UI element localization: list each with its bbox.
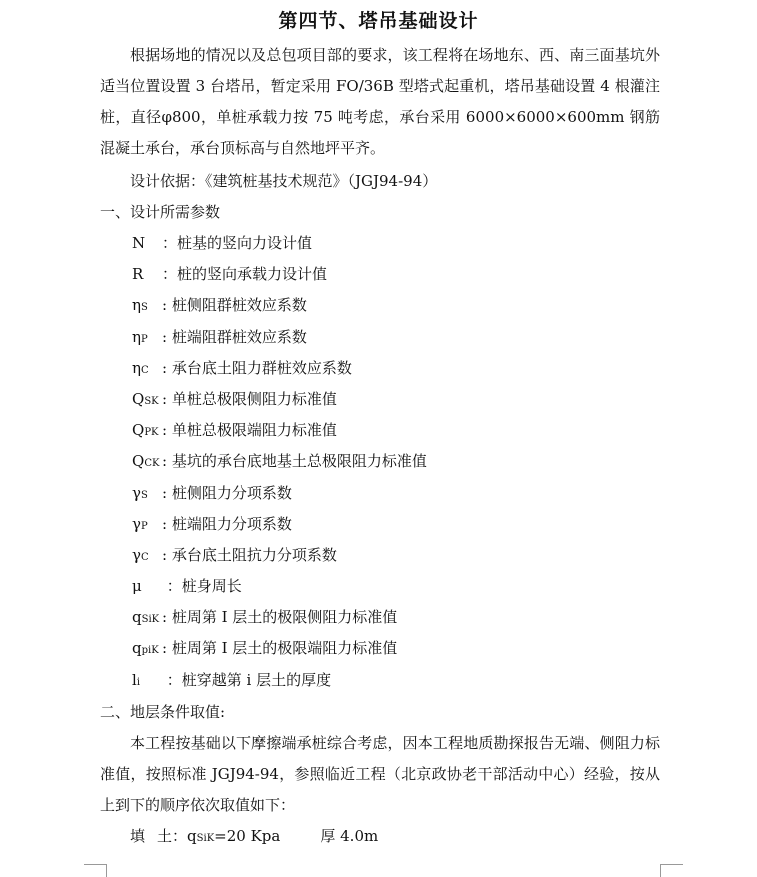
param-symbol: N <box>132 234 146 252</box>
param-subscript: i <box>136 676 141 688</box>
parameter-item <box>132 602 427 633</box>
parameter-item <box>132 384 427 415</box>
page-corner-mark-left <box>84 864 107 877</box>
fill-symbol: q <box>187 827 197 845</box>
parameter-item <box>132 259 427 290</box>
parameter-item <box>132 290 427 321</box>
param-description: : 承台底土阻抗力分项系数 <box>162 545 337 564</box>
param-subscript: S <box>141 302 148 314</box>
fill-subscript: SiK <box>196 833 215 844</box>
param-symbol: η <box>132 358 141 377</box>
param-description: : 承台底土阻力群桩效应系数 <box>162 358 352 377</box>
param-subscript: S <box>140 489 148 501</box>
param-symbol: q <box>132 639 142 658</box>
param-description: : 基坑的承台底地基土总极限阻力标准值 <box>162 452 427 471</box>
section-heading-strata: 二、地层条件取值: <box>100 703 226 721</box>
intro-paragraph: 根据场地的情况以及总包项目部的要求，该工程将在场地东、西、南三面基坑外适当位置设置 3 台塔吊，暂定采用 FO/36B 型塔式起重机，塔吊基础设置 4 根灌注桩，直径φ800，单桩承载力按 75 吨考虑，承台采用 6000×6000×600mm 钢筋混凝土承台，承台顶标高与自然地坪平齐。 <box>100 46 660 157</box>
parameter-item <box>132 446 427 477</box>
param-description: ：桩穿越第 i 层土的厚度 <box>162 670 332 689</box>
parameter-item <box>132 353 427 384</box>
param-symbol: γ <box>132 483 141 502</box>
param-subscript: P <box>140 520 148 532</box>
param-symbol: γ <box>132 514 141 533</box>
param-description: ：桩身周长 <box>162 577 242 596</box>
param-description: : 桩端阻力分项系数 <box>162 514 292 533</box>
parameter-item <box>132 633 427 664</box>
page-title: 第四节、塔吊基础设计 <box>278 10 479 32</box>
param-description: : 桩侧阻群桩效应系数 <box>162 296 307 315</box>
param-subscript: SiK <box>141 614 160 626</box>
fill-soil-row <box>130 821 378 854</box>
param-description: : 单桩总极限端阻力标准值 <box>162 421 337 440</box>
parameter-item <box>132 509 427 540</box>
param-symbol: Q <box>132 389 145 408</box>
param-symbol: μ <box>132 577 142 596</box>
fill-label: 填 <box>130 827 146 845</box>
param-description: : 桩侧阻力分项系数 <box>162 483 292 502</box>
section-heading-parameters: 一、设计所需参数 <box>100 203 221 221</box>
param-symbol: Q <box>132 421 145 440</box>
parameter-item <box>132 322 427 353</box>
fill-thickness: 厚 4.0m <box>320 827 379 845</box>
param-description: ：桩基的竖向力设计值 <box>162 234 313 252</box>
param-symbol: Q <box>132 452 145 471</box>
param-subscript: PK <box>144 427 159 439</box>
param-description: : 桩周第 I 层土的极限侧阻力标准值 <box>162 608 398 627</box>
param-description: : 桩周第 I 层土的极限端阻力标准值 <box>162 639 398 658</box>
param-symbol: η <box>132 296 141 315</box>
parameter-item <box>132 571 427 602</box>
param-subscript: piK <box>141 645 159 657</box>
param-symbol: l <box>132 670 137 689</box>
parameter-item <box>132 228 427 259</box>
param-subscript: C <box>140 551 149 563</box>
parameter-item <box>132 665 427 696</box>
param-subscript: CK <box>144 458 160 470</box>
fill-label-suffix: 土： <box>157 827 188 845</box>
page-corner-mark-right <box>660 864 683 877</box>
param-symbol: q <box>132 608 142 627</box>
param-description: ：桩的竖向承载力设计值 <box>162 265 328 284</box>
parameter-item <box>132 540 427 571</box>
param-symbol: R <box>132 265 144 284</box>
param-symbol: η <box>132 327 141 346</box>
parameter-item <box>132 415 427 446</box>
param-description: : 单桩总极限侧阻力标准值 <box>162 389 337 408</box>
param-subscript: P <box>141 333 148 345</box>
design-basis: 设计依据：《建筑桩基技术规范》（JGJ94-94） <box>130 172 438 190</box>
parameter-item <box>132 478 427 509</box>
param-symbol: γ <box>132 545 141 564</box>
parameter-list <box>132 228 427 696</box>
strata-paragraph: 本工程按基础以下摩擦端承桩综合考虑，因本工程地质勘探报告无端、侧阻力标准值，按照标准 JGJ94-94，参照临近工程（北京政协老干部活动中心）经验，按从上到下的顺序依次取值如下： <box>100 734 660 814</box>
fill-value: =20 Kpa <box>214 827 281 845</box>
param-subscript: SK <box>144 395 159 407</box>
param-description: : 桩端阻群桩效应系数 <box>162 327 307 346</box>
param-subscript: C <box>141 364 149 376</box>
